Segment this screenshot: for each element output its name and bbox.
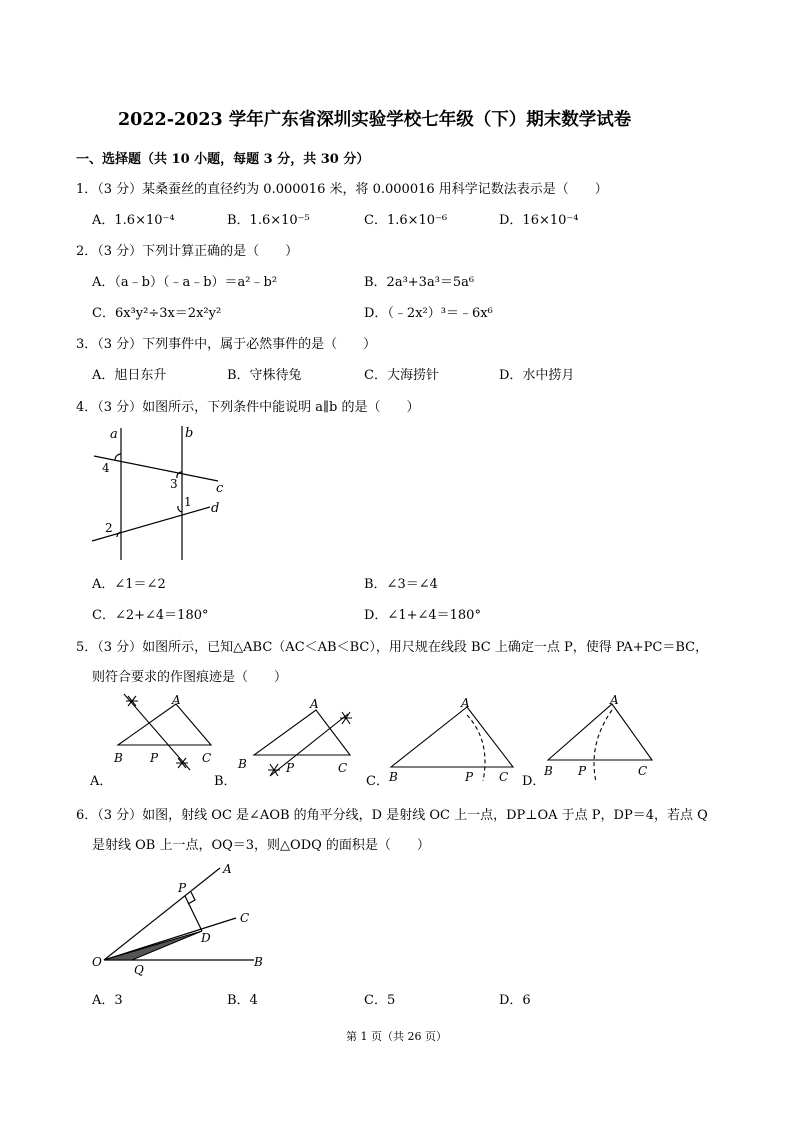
fig6-label-d: D — [201, 931, 211, 945]
question-3-stem: 3．（3 分）下列事件中，属于必然事件的是（ ） — [76, 337, 377, 352]
fig6-label-q: Q — [134, 963, 144, 977]
question-3-option-c: C．大海捞针 — [364, 368, 439, 383]
question-5-stem-line1: 5．（3 分）如图所示，已知△ABC（AC＜AB＜BC），用尺规在线段 BC 上确定一点 P，使得 PA+PC＝BC， — [76, 640, 709, 655]
question-4-option-b: B．∠3＝∠4 — [364, 577, 438, 592]
question-5-figure-a — [110, 690, 220, 775]
line-c — [94, 456, 218, 481]
label-2: 2 — [105, 521, 113, 535]
question-6-option-d: D．6 — [499, 993, 531, 1008]
label-d: d — [211, 501, 220, 516]
question-5-option-d: D． — [522, 774, 546, 789]
fig-c-label-b: B — [389, 770, 398, 784]
triangle-odq — [104, 931, 202, 960]
question-4-figure — [80, 420, 240, 565]
label-c: c — [216, 481, 224, 496]
question-4-option-c: C．∠2+∠4＝180° — [92, 608, 209, 623]
question-1-stem: 1．（3 分）某桑蚕丝的直径约为 0.000016 米，将 0.000016 用科学记数法表示是（ ） — [76, 182, 608, 197]
question-6-option-c: C．5 — [364, 993, 396, 1008]
question-2-option-b: B．2a³+3a³＝5a⁶ — [364, 275, 475, 290]
page-title: 2022-2023 学年广东省深圳实验学校七年级（下）期末数学试卷 — [118, 110, 632, 130]
fig-a-label-p: P — [150, 751, 159, 765]
fig-c-label-c: C — [499, 770, 509, 784]
fig-b-label-a: A — [310, 697, 319, 711]
fig-b-label-p: P — [286, 761, 295, 775]
question-2-stem: 2．（3 分）下列计算正确的是（ ） — [76, 244, 299, 259]
fig-a-label-b: B — [114, 751, 123, 765]
question-5-option-b: B． — [214, 774, 237, 789]
question-5-option-a: A． — [90, 774, 113, 789]
fig-b-label-c: C — [338, 761, 348, 775]
fig-c-label-p: P — [465, 770, 474, 784]
question-2-option-a: A．（a﹣b）（﹣a﹣b）＝a²﹣b² — [92, 275, 278, 290]
question-1-option-a: A．1.6×10⁻⁴ — [92, 213, 175, 228]
fig6-label-c: C — [240, 911, 250, 925]
fig-b-label-b: B — [238, 757, 247, 771]
question-3-option-d: D．水中捞月 — [499, 368, 575, 383]
fig6-label-b: B — [254, 955, 263, 969]
question-3-option-a: A．旭日东升 — [92, 368, 167, 383]
question-1-option-c: C．1.6×10⁻⁶ — [364, 213, 448, 228]
question-6-figure — [88, 860, 278, 980]
question-3-option-b: B．守株待兔 — [227, 368, 302, 383]
fig6-label-a: A — [223, 862, 232, 876]
label-b: b — [185, 426, 194, 441]
fig-d-label-c: C — [638, 764, 648, 778]
question-6-stem-line2: 是射线 OB 上一点，OQ＝3，则△ODQ 的面积是（ ） — [92, 838, 430, 853]
fig-d-label-p: P — [578, 764, 587, 778]
question-5-option-c: C． — [366, 774, 389, 789]
question-4-option-a: A．∠1＝∠2 — [92, 577, 166, 592]
fig-d-label-b: B — [544, 764, 553, 778]
question-6-option-a: A．3 — [92, 993, 123, 1008]
fig-a-label-a: A — [172, 693, 181, 707]
label-1: 1 — [184, 495, 192, 509]
question-2-option-d: D．（﹣2x²）³＝﹣6x⁶ — [364, 306, 493, 321]
question-4-option-d: D．∠1+∠4＝180° — [364, 608, 481, 623]
angle-4-arc — [115, 454, 121, 460]
angle-1-arc — [178, 506, 182, 512]
section-heading: 一、选择题（共 10 小题，每题 3 分，共 30 分） — [76, 152, 370, 167]
fig6-label-o: O — [92, 955, 102, 969]
label-a: a — [110, 427, 118, 442]
right-angle-mark — [188, 892, 195, 904]
question-6-option-b: B．4 — [227, 993, 258, 1008]
label-3: 3 — [170, 477, 178, 491]
fig-d-label-a: A — [610, 693, 619, 707]
question-6-stem-line1: 6．（3 分）如图，射线 OC 是∠AOB 的角平分线，D 是射线 OC 上一点，DP⊥OA 于点 P，DP＝4，若点 Q — [76, 808, 708, 823]
angle-2-arc — [117, 532, 121, 537]
question-5-figure-c — [385, 695, 525, 785]
question-4-stem: 4．（3 分）如图所示，下列条件中能说明 a∥b 的是（ ） — [76, 400, 420, 415]
question-5-figure-b — [230, 690, 360, 780]
label-4: 4 — [102, 461, 110, 475]
question-2-option-c: C．6x³y²÷3x＝2x²y² — [92, 306, 222, 321]
question-1-option-b: B．1.6×10⁻⁵ — [227, 213, 310, 228]
question-5-figure-d — [540, 690, 670, 785]
question-5-stem-line2: 则符合要求的作图痕迹是（ ） — [92, 670, 288, 685]
page-footer: 第 1 页（共 26 页） — [346, 1030, 447, 1043]
fig-c-label-a: A — [461, 696, 470, 710]
question-1-option-d: D．16×10⁻⁴ — [499, 213, 579, 228]
fig6-label-p: P — [178, 881, 187, 895]
fig-a-label-c: C — [202, 751, 212, 765]
